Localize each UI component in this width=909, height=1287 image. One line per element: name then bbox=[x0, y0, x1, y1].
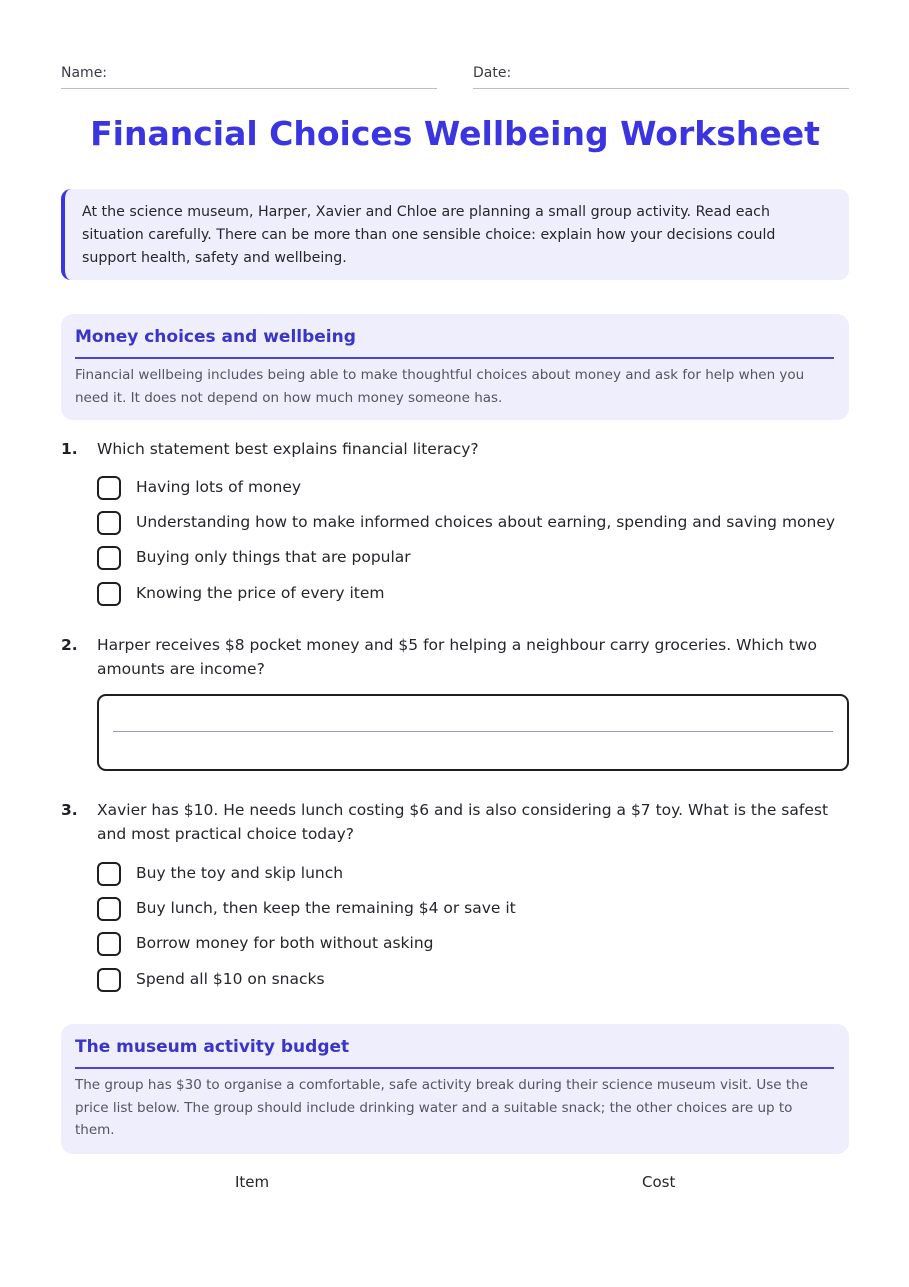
question-number: 2. bbox=[61, 636, 78, 654]
page-title: Financial Choices Wellbeing Worksheet bbox=[90, 114, 820, 153]
question-text: Which statement best explains financial literacy? bbox=[97, 440, 479, 458]
q1-option-a[interactable] bbox=[97, 475, 847, 503]
q1-option-d[interactable] bbox=[97, 581, 847, 609]
section-title: Money choices and wellbeing bbox=[75, 325, 834, 359]
question-number: 1. bbox=[61, 440, 78, 458]
q1-option-b[interactable] bbox=[97, 510, 847, 538]
checkbox[interactable] bbox=[97, 476, 121, 500]
intro-callout: At the science museum, Harper, Xavier and Chloe are planning a small group activity. Read each situation carefully. There can be more than one sensible choice: explain how your decisions could support health, safety and wellbeing. bbox=[61, 189, 849, 280]
option-label: Buy the toy and skip lunch bbox=[136, 864, 344, 882]
checkbox[interactable] bbox=[97, 546, 121, 570]
option-label: Knowing the price of every item bbox=[136, 584, 385, 602]
q3-option-c[interactable] bbox=[97, 931, 847, 959]
name-field[interactable] bbox=[61, 62, 437, 89]
checkbox[interactable] bbox=[97, 862, 121, 886]
section-body: The group has $30 to organise a comfortable, safe activity break during their science museum visit. Use the price list below. The group should include drinking water and a suitable snack; the other choices are up to them. bbox=[75, 1077, 809, 1138]
checkbox[interactable] bbox=[97, 897, 121, 921]
option-label: Understanding how to make informed choices about earning, spending and saving money bbox=[136, 513, 836, 531]
option-label: Spend all $10 on snacks bbox=[136, 970, 325, 988]
question-text: Harper receives $8 pocket money and $5 for helping a neighbour carry groceries. Which two amounts are income? bbox=[97, 636, 818, 678]
option-label: Buying only things that are popular bbox=[136, 548, 411, 566]
name-label: Name: bbox=[61, 65, 108, 81]
option-label: Borrow money for both without asking bbox=[136, 934, 434, 952]
answer-box[interactable] bbox=[97, 694, 849, 771]
q3-option-d[interactable] bbox=[97, 967, 847, 995]
section-title: The museum activity budget bbox=[75, 1035, 834, 1069]
q1-option-c[interactable] bbox=[97, 545, 847, 573]
date-field[interactable] bbox=[473, 62, 849, 89]
column-header-item: Item bbox=[235, 1173, 270, 1191]
checkbox[interactable] bbox=[97, 511, 121, 535]
q3-option-a[interactable] bbox=[97, 861, 847, 889]
header-fields bbox=[61, 62, 849, 90]
answer-line bbox=[113, 731, 833, 732]
question-number: 3. bbox=[61, 801, 78, 819]
q3-option-b[interactable] bbox=[97, 896, 847, 924]
column-header-cost: Cost bbox=[642, 1173, 676, 1191]
section-museum-budget bbox=[61, 1024, 849, 1154]
date-label: Date: bbox=[473, 65, 512, 81]
checkbox[interactable] bbox=[97, 582, 121, 606]
section-money-choices bbox=[61, 314, 849, 420]
option-label: Buy lunch, then keep the remaining $4 or save it bbox=[136, 899, 516, 917]
question-text: Xavier has $10. He needs lunch costing $6 and is also considering a $7 toy. What is the safest and most practical choice today? bbox=[97, 801, 829, 843]
option-label: Having lots of money bbox=[136, 478, 302, 496]
checkbox[interactable] bbox=[97, 968, 121, 992]
section-body: Financial wellbeing includes being able to make thoughtful choices about money and ask for help when you need it. It does not depend on how much money someone has. bbox=[75, 367, 805, 406]
checkbox[interactable] bbox=[97, 932, 121, 956]
